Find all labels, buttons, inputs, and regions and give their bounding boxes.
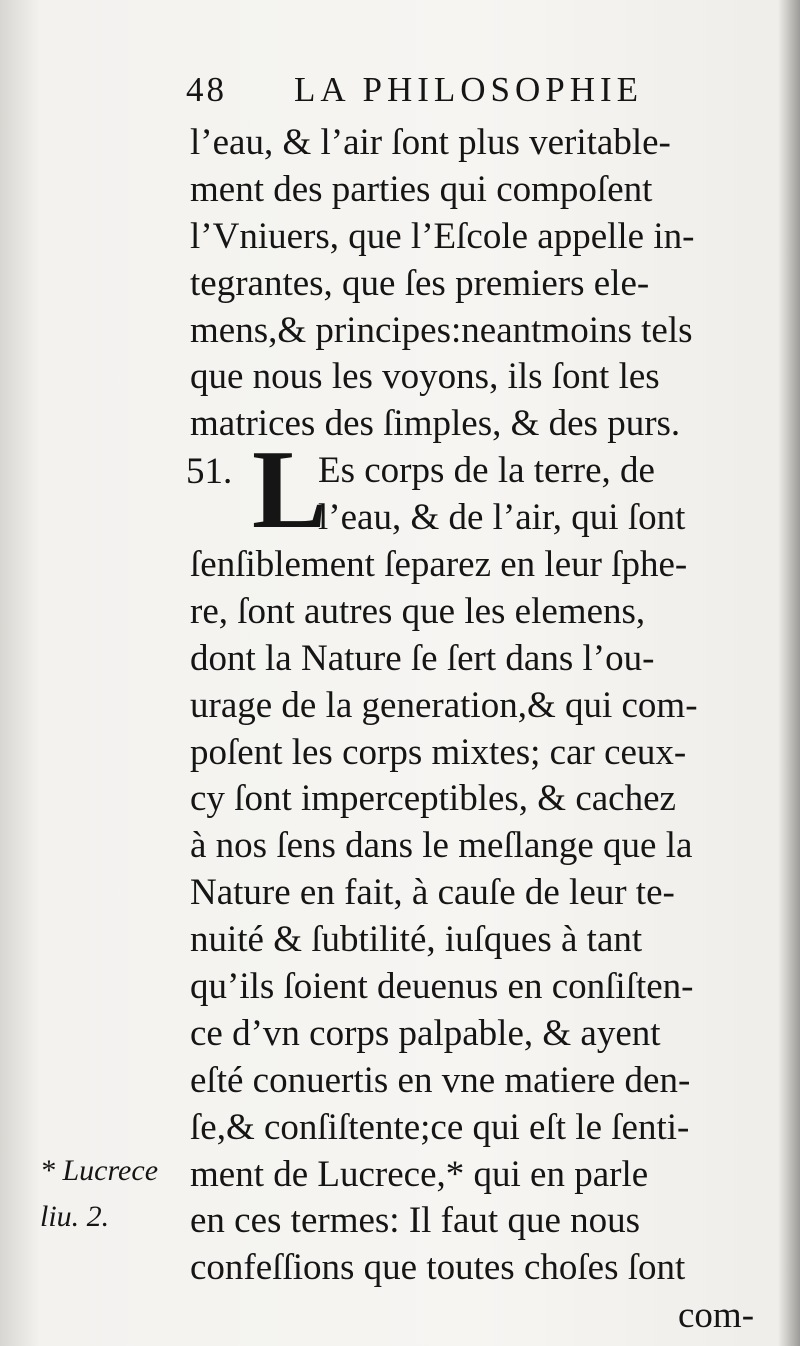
running-header bbox=[186, 70, 686, 120]
body-text bbox=[190, 120, 775, 1292]
text-line: nuité & ſubtilité, iuſques à tant bbox=[190, 919, 643, 961]
text-line: eſté conuertis en vne matiere den- bbox=[190, 1059, 691, 1101]
text-line: que nous les voyons, ils ſont les bbox=[190, 356, 660, 398]
text-line: re, ſont autres que les elemens, bbox=[190, 590, 646, 632]
text-line: ment de Lucrece,* qui en parle bbox=[190, 1153, 649, 1195]
catchword: com- bbox=[678, 1295, 755, 1336]
text-line: matrices des ſimples, & des purs. bbox=[190, 403, 681, 445]
text-line: ment des parties qui compoſent bbox=[190, 168, 653, 210]
text-line: mens,& principes:neantmoins tels bbox=[190, 309, 693, 351]
text-line: en ces termes: Il faut que nous bbox=[190, 1200, 641, 1242]
text-line: poſent les corps mixtes; car ceux- bbox=[190, 731, 687, 773]
page-number: 48 bbox=[186, 70, 227, 109]
text-line: ſenſiblement ſeparez en leur ſphe- bbox=[190, 544, 688, 586]
text-line: tegrantes, que ſes premiers ele- bbox=[190, 262, 650, 304]
text-line: ce d’vn corps palpable, & ayent bbox=[190, 1012, 661, 1054]
margin-note-line: * Lucrece bbox=[40, 1154, 159, 1187]
text-line: à nos ſens dans le meſlange que la bbox=[190, 825, 693, 867]
margin-note bbox=[40, 1148, 180, 1240]
text-line: Es corps de la terre, de bbox=[318, 450, 655, 492]
text-line: confeſſions que toutes choſes ſont bbox=[190, 1247, 686, 1289]
text-line: cy ſont imperceptibles, & cachez bbox=[190, 778, 676, 820]
page-edge-shadow bbox=[778, 0, 800, 1346]
text-line: ſe,& conſiſtente;ce qui eſt le ſenti- bbox=[190, 1106, 690, 1148]
running-title: LA PHILOSOPHIE bbox=[294, 70, 644, 109]
margin-note-line: liu. 2. bbox=[40, 1200, 110, 1233]
drop-cap: L bbox=[252, 428, 327, 552]
text-line: l’Vniuers, que l’Eſcole appelle in- bbox=[190, 215, 695, 257]
text-line: qu’ils ſoient deuenus en conſiſten- bbox=[190, 966, 694, 1008]
paragraph-number: 51. bbox=[186, 451, 233, 492]
text-line: l’eau, & l’air ſont plus veritable- bbox=[190, 122, 671, 163]
text-line: urage de la generation,& qui com- bbox=[190, 684, 698, 726]
text-line: Nature en fait, à cauſe de leur te- bbox=[190, 872, 675, 914]
text-line: l’eau, & de l’air, qui ſont bbox=[318, 497, 686, 539]
text-line: dont la Nature ſe ſert dans l’ou- bbox=[190, 637, 655, 679]
